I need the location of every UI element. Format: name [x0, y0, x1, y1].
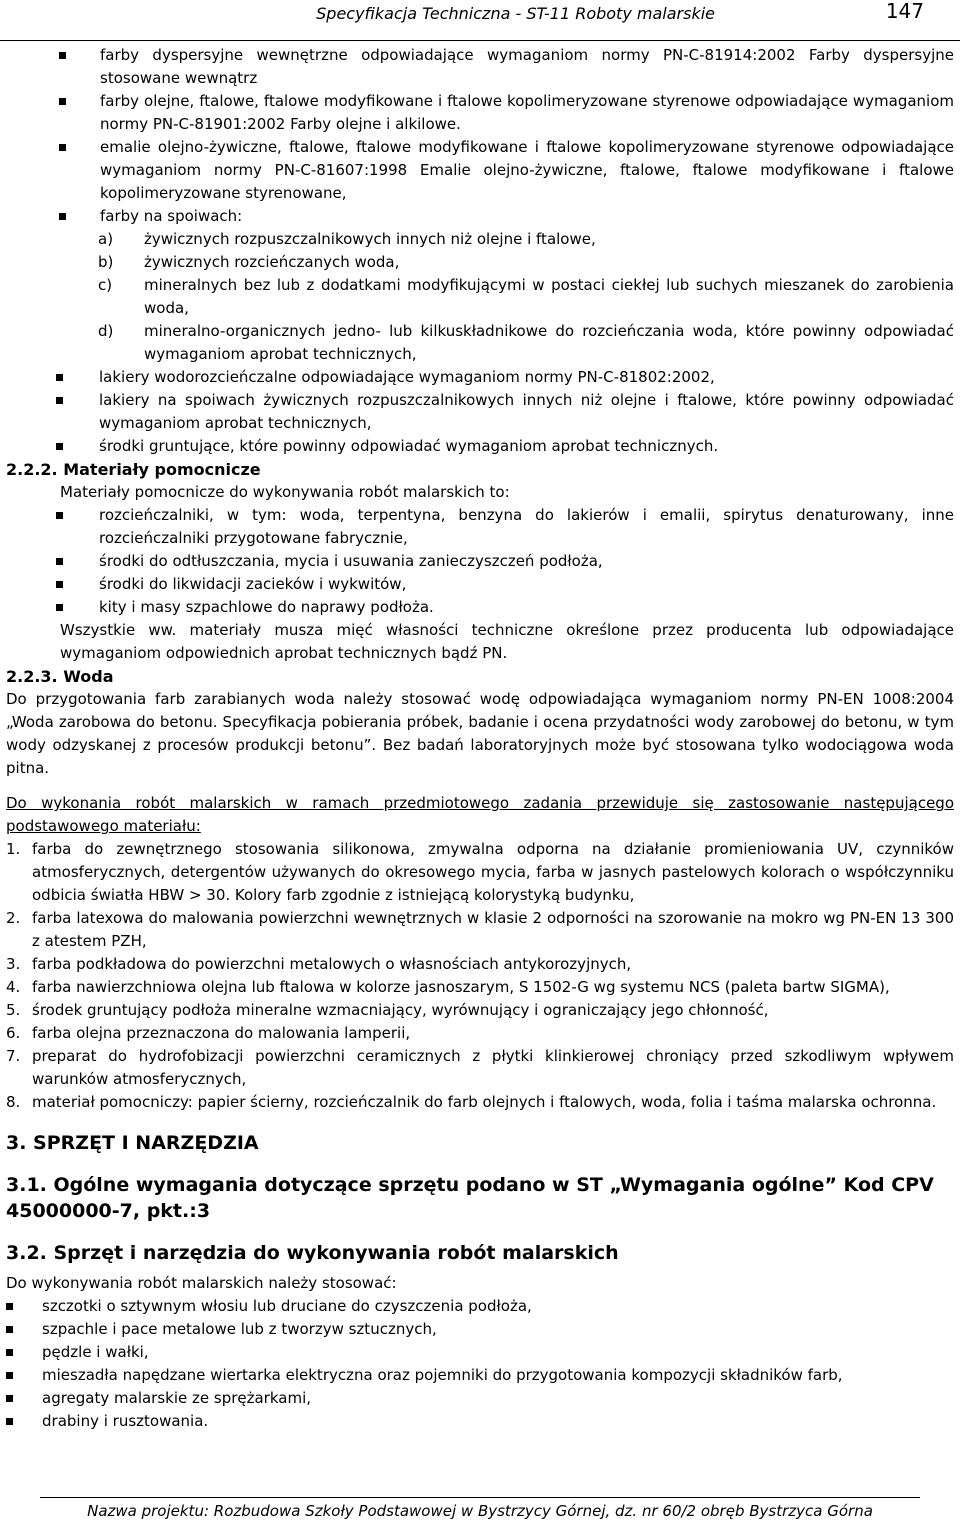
section-note: Wszystkie ww. materiały musza mięć własności techniczne określone przez producenta lub odpowiadające wymaganiom odpowiednich aprobat technicznych bądź PN. — [60, 621, 954, 662]
section-intro: Do wykonywania robót malarskich należy stosować: — [6, 1274, 397, 1292]
list-item: drabiny i rusztowania. — [6, 1410, 954, 1433]
list-item: środki do likwidacji zacieków i wykwitów, — [6, 573, 954, 596]
list-item: farby olejne, ftalowe, ftalowe modyfikowane i ftalowe kopolimeryzowane styrenowe odpowiadające wymaganiom normy PN-C-81901:2002 Farby olejne i alkilowe. — [6, 90, 954, 136]
list-item: szpachle i pace metalowe lub z tworzyw sztucznych, — [6, 1318, 954, 1341]
list-marker: a) — [98, 230, 114, 248]
list-marker: b) — [98, 253, 114, 271]
list-marker: 3. — [6, 955, 21, 973]
list-marker: 8. — [6, 1093, 21, 1111]
list-item — [6, 953, 954, 976]
list-marker: 4. — [6, 978, 21, 996]
list-item: szczotki o sztywnym włosiu lub druciane do czyszczenia podłoża, — [6, 1295, 954, 1318]
list-item: farby dyspersyjne wewnętrzne odpowiadające wymaganiom normy PN-C-81914:2002 Farby dyspersyjne stosowane wewnątrz — [6, 44, 954, 90]
list-item: pędzle i wałki, — [6, 1341, 954, 1364]
section-intro: Materiały pomocnicze do wykonywania robót malarskich to: — [60, 483, 510, 501]
list-item — [6, 907, 954, 953]
list-marker: 2. — [6, 909, 21, 927]
document-body — [6, 44, 954, 1433]
list-item — [6, 228, 954, 251]
list-item-text: farba olejna przeznaczona do malowania lamperii, — [32, 1024, 411, 1042]
list-item — [6, 1022, 954, 1045]
basic-materials-list — [6, 838, 954, 1114]
list-item-text: farba podkładowa do powierzchni metalowych o własnościach antykorozyjnych, — [32, 955, 632, 973]
list-item-text: preparat do hydrofobizacji powierzchni ceramicznych z płytki klinkierowej chroniący przed szkodliwym wpływem warunków atmosferycznych, — [32, 1047, 954, 1088]
list-item-text: mineralno-organicznych jedno- lub kilkuskładnikowe do rozcieńczania woda, które powinny odpowiadać wymaganiom aprobat technicznych, — [144, 322, 954, 363]
tools-list — [6, 1295, 954, 1433]
section-text: Do przygotowania farb zarabianych woda należy stosować wodę odpowiadająca wymaganiom normy PN-EN 1008:2004 „Woda zarobowa do betonu. Specyfikacja pobierania próbek, badanie i ocena przydatności wody zarobowej do betonu, w tym wody odzyskanej z procesów produkcji betonu”. Bez badań laboratoryjnych może być stosowana tylko wodociągowa woda pitna. — [6, 690, 954, 777]
list-item: agregaty malarskie ze sprężarkami, — [6, 1387, 954, 1410]
list-item-text: materiał pomocniczy: papier ścierny, rozcieńczalnik do farb olejnych i ftalowych, woda, folia i taśma malarska ochronna. — [32, 1093, 937, 1111]
list-item: farby na spoiwach: — [6, 205, 954, 228]
list-item — [6, 1045, 954, 1091]
lacquer-list — [6, 366, 954, 458]
list-item-text: środek gruntujący podłoża mineralne wzmacniający, wyrównujący i ograniczający jego chłonność, — [32, 1001, 769, 1019]
section-heading: 3.1. Ogólne wymagania dotyczące sprzętu podano w ST „Wymagania ogólne” Kod CPV 45000000-7, pkt.:3 — [6, 1174, 934, 1222]
list-item — [6, 999, 954, 1022]
auxiliary-materials-list — [6, 504, 954, 619]
chapter-heading: 3. SPRZĘT I NARZĘDZIA — [6, 1132, 259, 1154]
list-item — [6, 976, 954, 999]
list-item: emalie olejno-żywiczne, ftalowe, ftalowe modyfikowane i ftalowe kopolimeryzowane styrenowe odpowiadające wymaganiom normy PN-C-81607:1998 Emalie olejno-żywiczne, ftalowe, ftalowe modyfikowane i ftalowe kopolimeryzowane styrenowane, — [6, 136, 954, 205]
binder-list — [6, 228, 954, 366]
list-marker: 6. — [6, 1024, 21, 1042]
page-footer: Nazwa projektu: Rozbudowa Szkoły Podstawowej w Bystrzycy Górnej, dz. nr 60/2 obręb Bystrzyca Górna — [87, 1502, 873, 1520]
list-item: środki gruntujące, które powinny odpowiadać wymaganiom aprobat technicznych. — [6, 435, 954, 458]
list-item — [6, 838, 954, 907]
list-marker: d) — [98, 322, 114, 340]
page-header — [0, 0, 960, 41]
section-heading: 2.2.3. Woda — [6, 667, 114, 686]
basic-materials-intro: Do wykonania robót malarskich w ramach przedmiotowego zadania przewiduje się zastosowanie następującego podstawowego materiału: — [6, 794, 954, 835]
list-item — [6, 320, 954, 366]
list-marker: 7. — [6, 1047, 21, 1065]
list-item: środki do odtłuszczania, mycia i usuwania zanieczyszczeń podłoża, — [6, 550, 954, 573]
list-item: kity i masy szpachlowe do naprawy podłoża. — [6, 596, 954, 619]
section-heading: 3.2. Sprzęt i narzędzia do wykonywania robót malarskich — [6, 1242, 619, 1264]
header-title: Specyfikacja Techniczna - ST-11 Roboty malarskie — [316, 4, 715, 23]
paint-types-list — [6, 44, 954, 228]
list-item: lakiery na spoiwach żywicznych rozpuszczalnikowych innych niż olejne i ftalowe, które powinny odpowiadać wymaganiom aprobat technicznych, — [6, 389, 954, 435]
list-item — [6, 274, 954, 320]
list-item-text: mineralnych bez lub z dodatkami modyfikującymi w postaci ciekłej lub suchych mieszanek do zarobienia woda, — [144, 276, 954, 317]
list-item — [6, 1091, 954, 1114]
section-heading: 2.2.2. Materiały pomocnicze — [6, 460, 261, 479]
list-item: rozcieńczalniki, w tym: woda, terpentyna, benzyna do lakierów i emalii, spirytus denaturowany, inne rozcieńczalniki przygotowane fabrycznie, — [6, 504, 954, 550]
list-item-text: farba nawierzchniowa olejna lub ftalowa w kolorze jasnoszarym, S 1502-G wg systemu NCS (paleta bartw SIGMA), — [32, 978, 890, 996]
list-marker: 5. — [6, 1001, 21, 1019]
list-item — [6, 251, 954, 274]
list-item-text: żywicznych rozpuszczalnikowych innych niż olejne i ftalowe, — [144, 230, 596, 248]
list-item-text: farba do zewnętrznego stosowania silikonowa, zmywalna odporna na działanie promieniowania UV, czynników atmosferycznych, detergentów używanych do okresowego mycia, farba w jasnych pastelowych kolorach o współczynniku odbicia światła HBW > 30. Kolory farb zgodnie z istniejącą kolorystyką budynku, — [32, 840, 954, 904]
list-item-text: żywicznych rozcieńczanych woda, — [144, 253, 400, 271]
list-marker: 1. — [6, 840, 21, 858]
list-item-text: farba latexowa do malowania powierzchni wewnętrznych w klasie 2 odporności na szorowanie na mokro wg PN-EN 13 300 z atestem PZH, — [32, 909, 954, 950]
footer-divider — [40, 1497, 920, 1498]
list-item: mieszadła napędzane wiertarka elektryczna oraz pojemniki do przygotowania kompozycji składników farb, — [6, 1364, 954, 1387]
page-number: 147 — [885, 0, 924, 23]
list-item: lakiery wodorozcieńczalne odpowiadające wymaganiom normy PN-C-81802:2002, — [6, 366, 954, 389]
list-marker: c) — [98, 276, 113, 294]
